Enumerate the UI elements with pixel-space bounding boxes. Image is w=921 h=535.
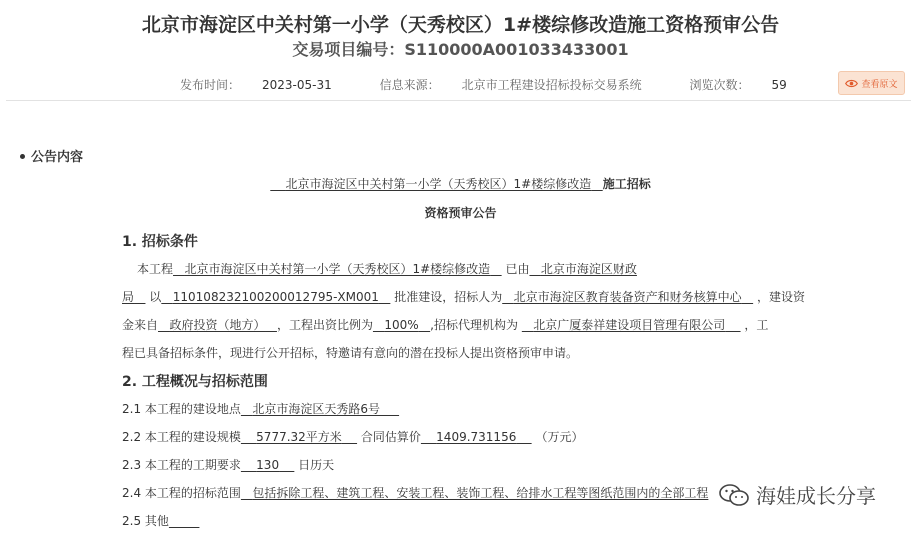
eye-icon xyxy=(845,79,858,88)
section-2-title: 2. 工程概况与招标范围 xyxy=(122,374,268,390)
estimate-value: 1409.731156 xyxy=(436,430,517,444)
watermark-text: 海娃成长分享 xyxy=(756,484,876,508)
views-info: 浏览次数： 59 xyxy=(689,78,787,92)
watermark xyxy=(718,480,876,509)
bullet-icon xyxy=(20,154,25,159)
item-2-3: 2.3 本工程的工期要求 130 日历天 xyxy=(122,458,335,472)
scale-value: 5777.32平方米 xyxy=(256,430,342,444)
section-title: 公告内容 xyxy=(20,146,83,165)
approval-no-value: 110108232100200012795-XM001 xyxy=(172,290,379,304)
agency-value: 北京广厦泰祥建设项目管理有限公司 xyxy=(533,318,726,332)
para-1-line-4: 程已具备招标条件，现进行公开招标，特邀请有意向的潜在投标人提出资格预审申请。 xyxy=(122,346,579,360)
tenderer-value: 北京市海淀区教育装备资产和财务核算中心 xyxy=(513,290,742,304)
doc-heading-line2: 资格预审公告 xyxy=(424,206,497,220)
project-number: 交易项目编号：S110000A001033433001 xyxy=(292,40,629,59)
item-2-5: 2.5 其他 xyxy=(122,514,169,528)
para-1-line-3: 金来自 政府投资（地方） ，工程出资比例为 100% ,招标代理机构为 北京广厦泰祥建设项目管理有限公司 ，工 xyxy=(122,318,769,332)
item-2-2: 2.2 本工程的建设规模 5777.32平方米 合同估算价 1409.731156 （万元） xyxy=(122,430,584,444)
fund-source-value: 政府投资（地方） xyxy=(169,318,266,332)
doc-heading-project: 北京市海淀区中关村第一小学（天秀校区）1#楼综修改造 xyxy=(285,177,592,191)
approver-value: 北京市海淀区财政 xyxy=(540,262,637,276)
project-name-value: 北京市海淀区中关村第一小学（天秀校区）1#楼综修改造 xyxy=(184,262,491,276)
section-1-title: 1. 招标条件 xyxy=(122,234,198,250)
wechat-icon xyxy=(718,482,750,508)
scope-value: 包括拆除工程、建筑工程、安装工程、装饰工程、给排水工程等图纸范围内的全部工程 xyxy=(252,486,709,500)
page-title: 北京市海淀区中关村第一小学（天秀校区）1#楼综修改造施工资格预审公告 xyxy=(141,14,780,36)
source-value: 北京市工程建设招标投标交易系统 xyxy=(461,78,642,92)
funding-ratio-value: 100% xyxy=(384,318,419,332)
source-info: 信息来源： 北京市工程建设招标投标交易系统 xyxy=(379,78,642,92)
site-value: 北京市海淀区天秀路6号 xyxy=(252,402,380,416)
publish-info: 发布时间： 2023-05-31 xyxy=(180,78,332,92)
view-original-button[interactable] xyxy=(838,71,905,95)
item-2-4: 2.4 本工程的招标范围 包括拆除工程、建筑工程、安装工程、装饰工程、给排水工程等图纸范围内的全部工程 xyxy=(122,486,709,500)
item-2-1: 2.1 本工程的建设地点 北京市海淀区天秀路6号 xyxy=(122,402,380,416)
para-1-line-1: 本工程 北京市海淀区中关村第一小学（天秀校区）1#楼综修改造 已由 北京市海淀区财政 xyxy=(137,262,637,276)
para-1-line-2: 局 以 110108232100200012795-XM001 批准建设，招标人为 北京市海淀区教育装备资产和财务核算中心 ，建设资 xyxy=(122,290,805,304)
duration-value: 130 xyxy=(256,458,280,472)
publish-date: 2023-05-31 xyxy=(262,78,332,92)
doc-heading xyxy=(0,175,921,192)
view-original-label: 查看原文 xyxy=(861,79,898,90)
doc-heading-suffix: 施工招标 xyxy=(602,177,651,191)
views-count: 59 xyxy=(771,78,787,92)
meta-bar xyxy=(180,76,831,93)
header-divider xyxy=(6,100,911,101)
